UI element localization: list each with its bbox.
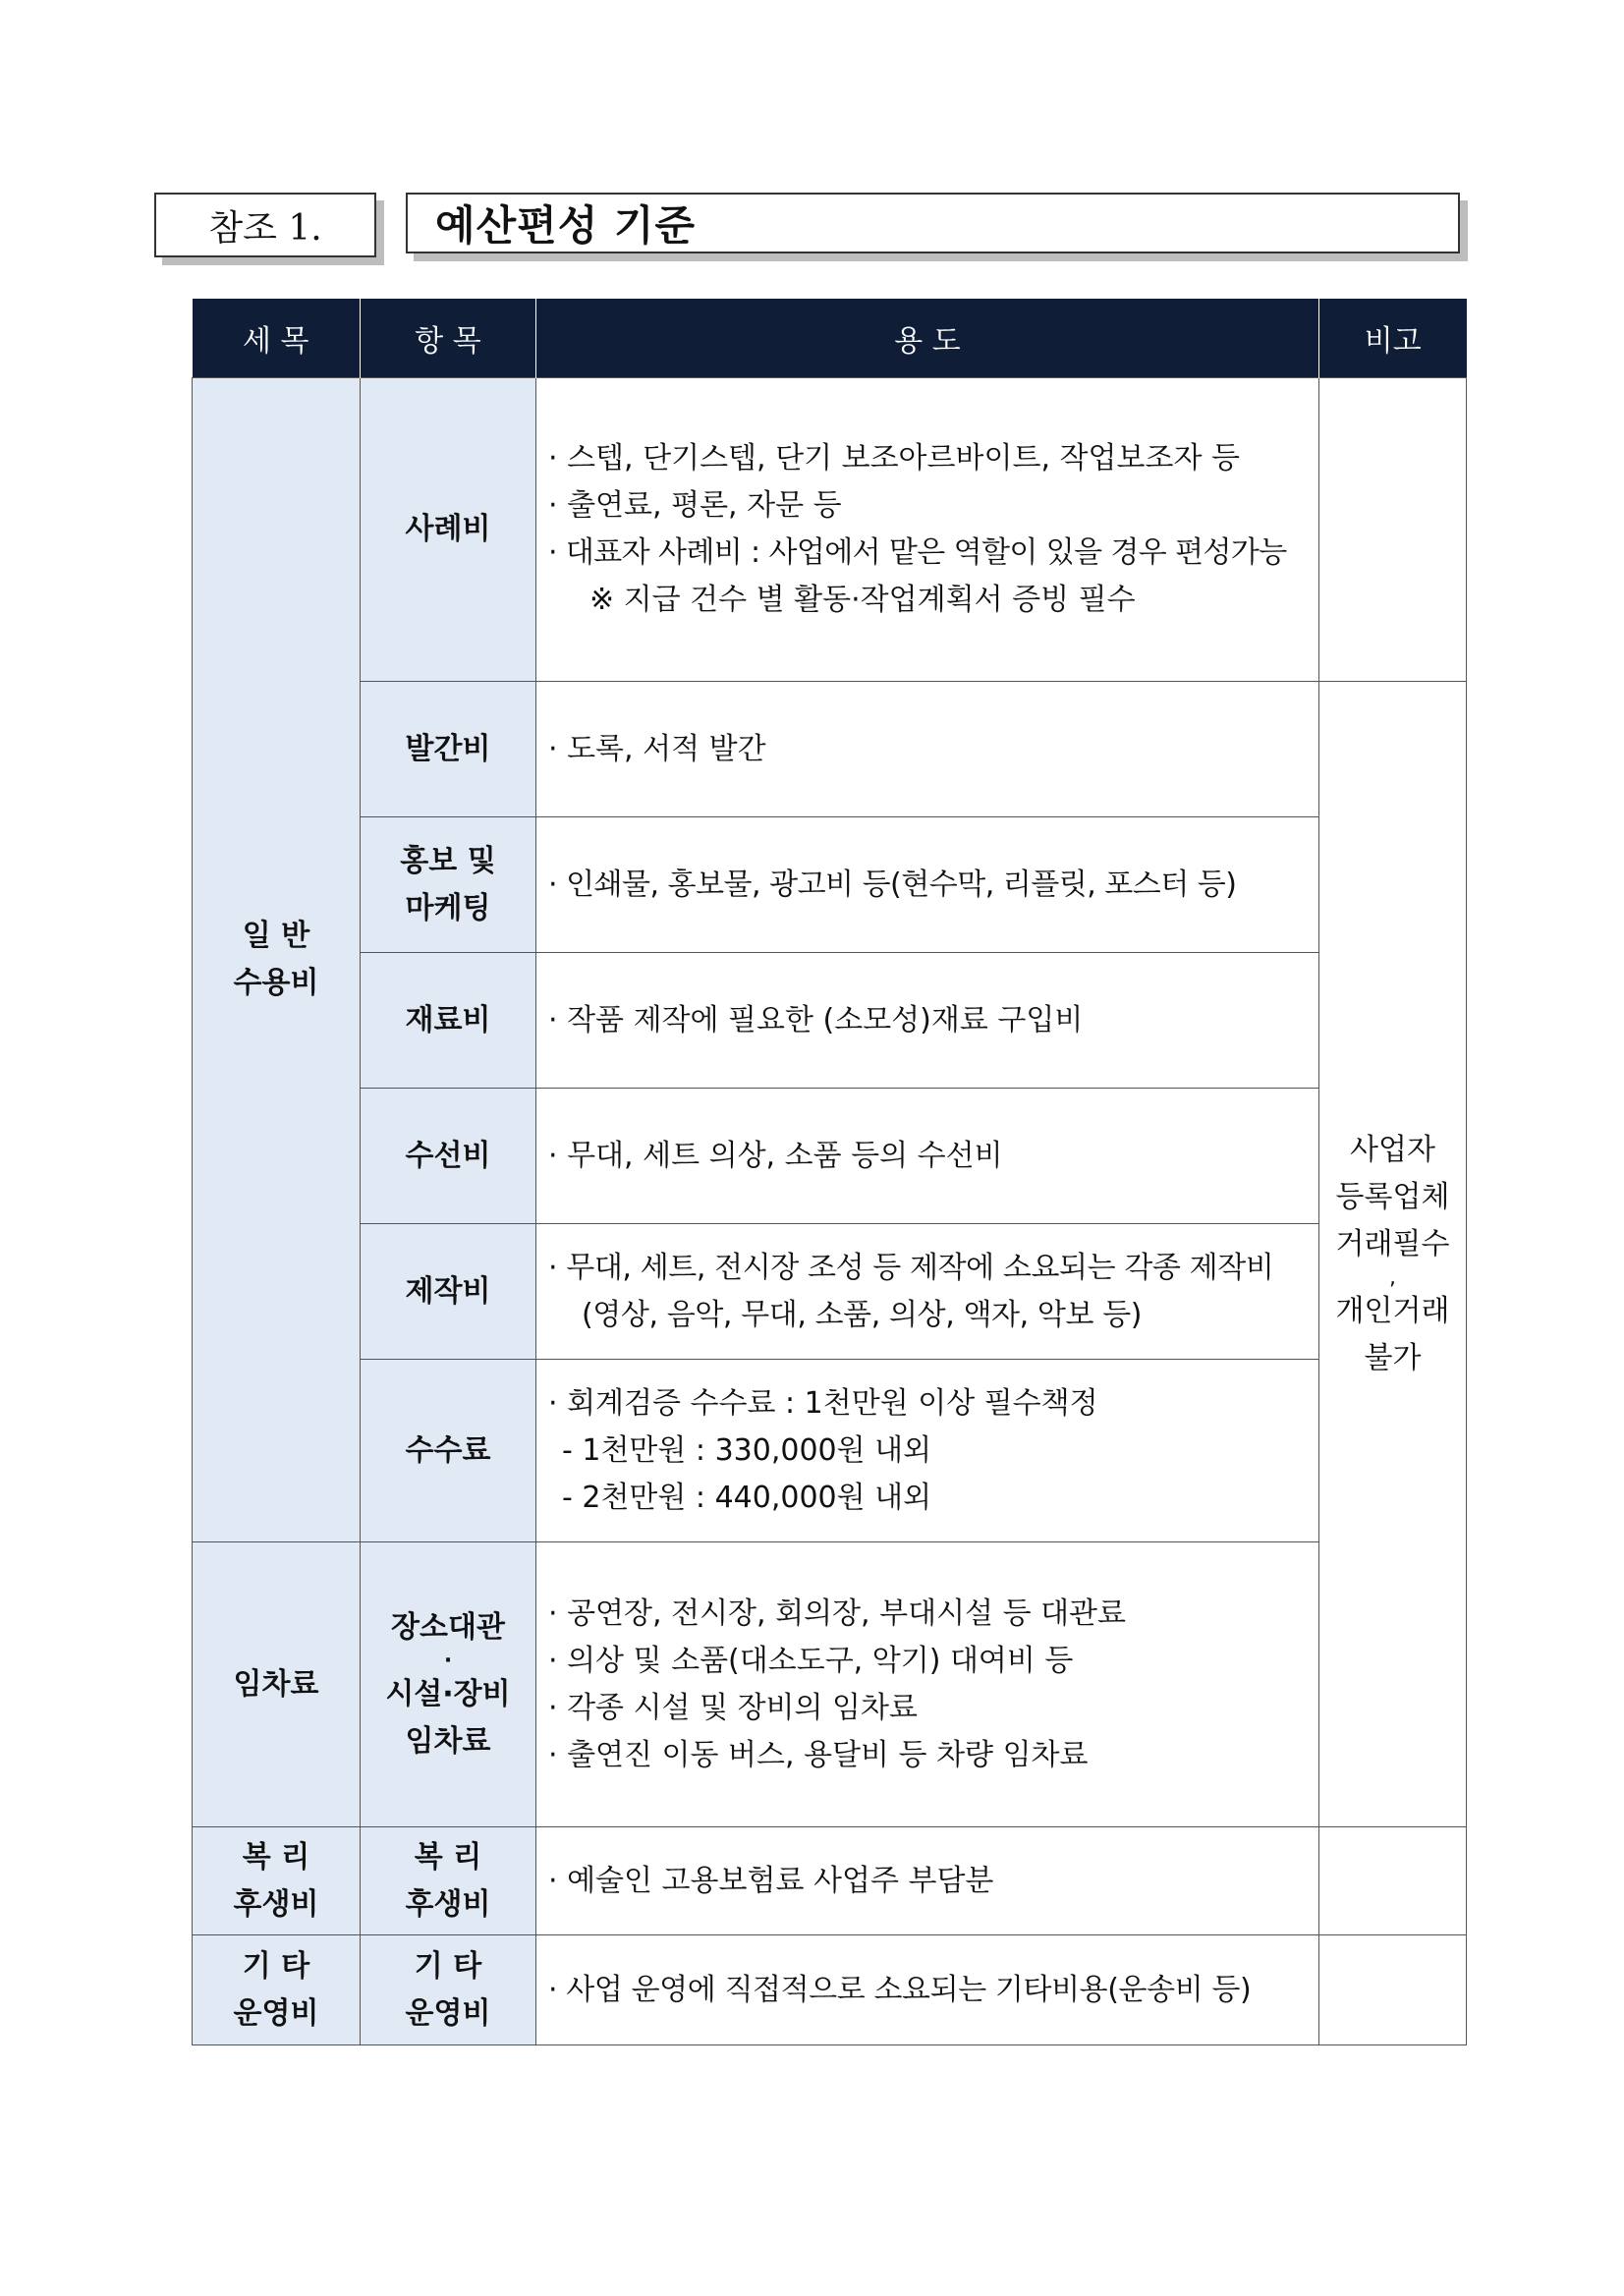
note-empty: [1319, 378, 1467, 682]
table-header-row: [193, 299, 1467, 378]
usage-fees: · 회계검증 수수료 : 1천만원 이상 필수책정 - 1천만원 : 330,000원 내외 - 2천만원 : 440,000원 내외: [536, 1360, 1319, 1542]
page-title: 예산편성 기준: [406, 193, 1460, 253]
column-header-category: 세 목: [193, 299, 361, 378]
table-row: [193, 817, 1467, 953]
note-empty: [1319, 1935, 1467, 2045]
usage-rental: · 공연장, 전시장, 회의장, 부대시설 등 대관료 · 의상 및 소품(대소도구, 악기) 대여비 등 · 각종 시설 및 장비의 임차료 · 출연진 이동 버스, 용달비 등 차량 임차료: [536, 1542, 1319, 1827]
table-row: [193, 378, 1467, 682]
budget-criteria-table: [192, 299, 1467, 2045]
table-row: [193, 1542, 1467, 1827]
usage-welfare: · 예술인 고용보험료 사업주 부담분: [536, 1827, 1319, 1935]
table-row: [193, 1360, 1467, 1542]
item-welfare: 복 리 후생비: [361, 1827, 536, 1935]
item-production: 제작비: [361, 1224, 536, 1360]
table-row: [193, 1089, 1467, 1224]
item-materials: 재료비: [361, 953, 536, 1089]
table-row: [193, 1827, 1467, 1935]
item-fees: 수수료: [361, 1360, 536, 1542]
table-row: [193, 1224, 1467, 1360]
category-welfare: 복 리 후생비: [193, 1827, 361, 1935]
usage-repair: · 무대, 세트 의상, 소품 등의 수선비: [536, 1089, 1319, 1224]
usage-publishing: · 도록, 서적 발간: [536, 682, 1319, 817]
column-header-usage: 용 도: [536, 299, 1319, 378]
category-general-supplies: 일 반 수용비: [193, 378, 361, 1542]
note-empty: [1319, 1827, 1467, 1935]
category-other: 기 타 운영비: [193, 1935, 361, 2045]
table-row: [193, 953, 1467, 1089]
reference-label: 참조 1.: [154, 193, 376, 257]
column-header-item: 항 목: [361, 299, 536, 378]
table-row: [193, 1935, 1467, 2045]
usage-marketing: · 인쇄물, 홍보물, 광고비 등(현수막, 리플릿, 포스터 등): [536, 817, 1319, 953]
category-rent: 임차료: [193, 1542, 361, 1827]
item-repair: 수선비: [361, 1089, 536, 1224]
table-row: [193, 682, 1467, 817]
usage-honorarium: · 스텝, 단기스텝, 단기 보조아르바이트, 작업보조자 등 · 출연료, 평론, 자문 등 · 대표자 사례비 : 사업에서 맡은 역할이 있을 경우 편성가능 ※ 지급 건수 별 활동·작업계획서 증빙 필수: [536, 378, 1319, 682]
column-header-note: 비고: [1319, 299, 1467, 378]
usage-materials: · 작품 제작에 필요한 (소모성)재료 구입비: [536, 953, 1319, 1089]
usage-other: · 사업 운영에 직접적으로 소요되는 기타비용(운송비 등): [536, 1935, 1319, 2045]
item-marketing: 홍보 및 마케팅: [361, 817, 536, 953]
item-honorarium: 사례비: [361, 378, 536, 682]
item-other: 기 타 운영비: [361, 1935, 536, 2045]
item-rental: 장소대관 · 시설·장비 임차료: [361, 1542, 536, 1827]
item-publishing: 발간비: [361, 682, 536, 817]
usage-production: · 무대, 세트, 전시장 조성 등 제작에 소요되는 각종 제작비(영상, 음악, 무대, 소품, 의상, 액자, 악보 등): [536, 1224, 1319, 1360]
note-business-registered: 사업자 등록업체 거래필수 , 개인거래 불가: [1319, 682, 1467, 1827]
